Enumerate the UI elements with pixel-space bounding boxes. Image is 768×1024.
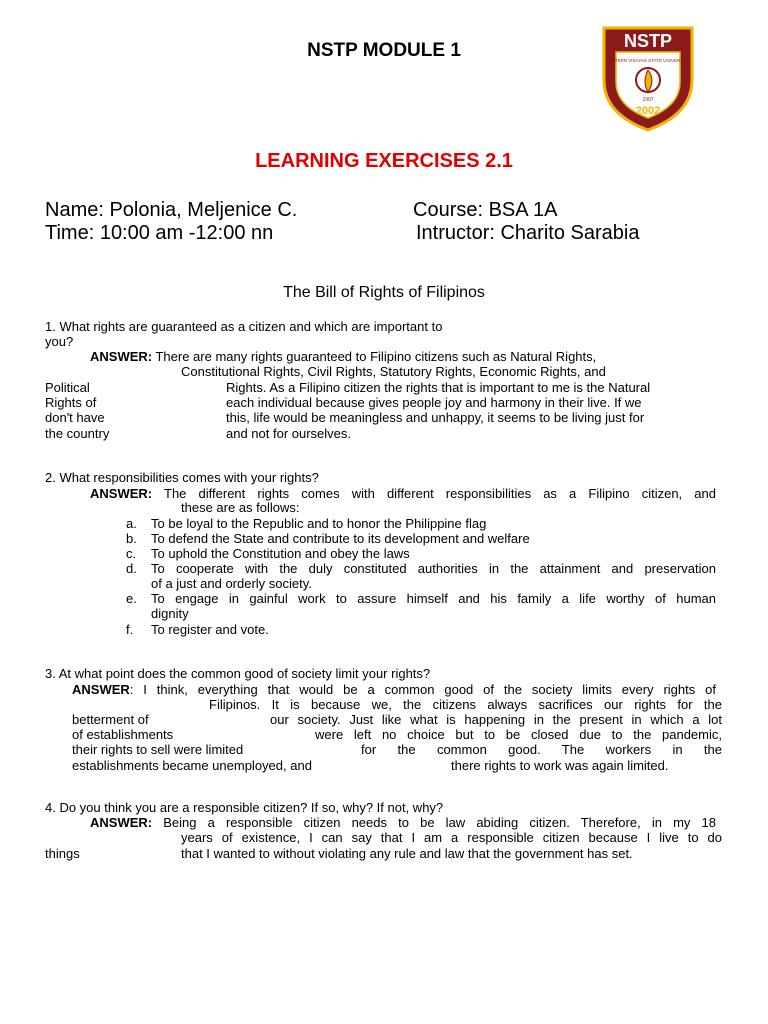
q1-left-text: Political xyxy=(45,380,90,395)
module-title: NSTP MODULE 1 xyxy=(307,40,461,61)
q2-question: 2. What responsibilities comes with your rights? xyxy=(45,470,319,485)
q3-left-text: establishments became unemployed, and xyxy=(72,758,312,773)
logo-founded: 1907 xyxy=(642,97,654,103)
list-marker: d. xyxy=(126,561,137,576)
list-item: To register and vote. xyxy=(151,622,269,637)
instructor: Intructor: Charito Sarabia xyxy=(416,222,640,244)
q3-left-text: of establishments xyxy=(72,727,174,742)
nstp-logo xyxy=(598,22,698,134)
student-name: Name: Polonia, Meljenice C. xyxy=(45,199,298,221)
q3-left-text: betterment of xyxy=(72,712,149,727)
list-item-cont: of a just and orderly society. xyxy=(151,576,312,591)
list-marker: b. xyxy=(126,531,137,546)
q3-right-text: were left no choice but to be closed due to the pandemic, xyxy=(315,727,722,742)
q3-right-text: there rights to work was again limited. xyxy=(451,758,669,773)
list-marker: a. xyxy=(126,516,137,531)
q4-question: 4. Do you think you are a responsible citizen? If so, why? If not, why? xyxy=(45,800,444,815)
answer-label: ANSWER: xyxy=(90,486,153,501)
list-item-cont: dignity xyxy=(151,606,189,621)
q1-right-text: Rights. As a Filipino citizen the rights that is important to me is the Natural xyxy=(226,380,651,395)
q1-question: 1. What rights are guaranteed as a citizen and which are important to xyxy=(45,319,443,334)
q3-right-text: our society. Just like what is happening in the present in which a lot xyxy=(270,712,722,727)
list-marker: f. xyxy=(126,622,134,637)
logo-top-text: NSTP xyxy=(623,31,673,51)
list-marker: e. xyxy=(126,591,137,606)
logo-year: 2002 xyxy=(635,105,661,117)
q4-right-text: that I wanted to without violating any rule and law that the government has set. xyxy=(181,846,633,861)
q3-answer-line: Filipinos. It is because we, the citizens always sacrifices our rights for the xyxy=(209,697,722,712)
q3-right-text: for the common good. The workers in the xyxy=(361,742,722,757)
q3-left-text: their rights to sell were limited xyxy=(72,742,244,757)
q1-question-cont: you? xyxy=(45,334,74,349)
q1-right-text: this, life would be meaningless and unhappy, it seems to be living just for xyxy=(226,410,645,425)
answer-label: ANSWER: xyxy=(90,349,153,364)
q4-answer-text: Being a responsible citizen needs to be law abiding citizen. Therefore, in my 18 xyxy=(152,815,716,830)
q1-left-text: Rights of xyxy=(45,395,97,410)
list-item: To cooperate with the duly constituted authorities in the attainment and preservation xyxy=(151,561,716,576)
q4-left-text: things xyxy=(45,846,80,861)
q1-answer-line: Constitutional Rights, Civil Rights, Statutory Rights, Economic Rights, and xyxy=(181,364,606,379)
q4-answer xyxy=(90,815,716,830)
q2-answer-text: The different rights comes with different responsibilities as a Filipino citizen, and xyxy=(152,486,716,501)
q1-right-text: and not for ourselves. xyxy=(226,426,352,441)
answer-label: ANSWER xyxy=(72,682,130,697)
course: Course: BSA 1A xyxy=(413,199,558,221)
q2-answer xyxy=(90,486,716,501)
list-item: To defend the State and contribute to its development and welfare xyxy=(151,531,530,546)
exercise-title: LEARNING EXERCISES 2.1 xyxy=(255,150,513,172)
q1-answer-text: There are many rights guaranteed to Filipino citizens such as Natural Rights, xyxy=(152,349,597,364)
q3-answer-text: : I think, everything that would be a common good of the society limits every rights of xyxy=(129,682,716,697)
time: Time: 10:00 am -12:00 nn xyxy=(45,222,274,244)
q4-answer-line: years of existence, I can say that I am a responsible citizen because I live to do xyxy=(181,830,722,845)
q2-answer-line: these are as follows: xyxy=(181,500,300,515)
list-item: To engage in gainful work to assure himself and his family a life worthy of human xyxy=(151,591,716,606)
list-marker: c. xyxy=(126,546,137,561)
list-item: To uphold the Constitution and obey the laws xyxy=(151,546,410,561)
q1-right-text: each individual because gives people joy and harmony in their live. If we xyxy=(226,395,642,410)
q1-left-text: the country xyxy=(45,426,110,441)
list-item: To be loyal to the Republic and to honor the Philippine flag xyxy=(151,516,487,531)
logo-ring-text: EASTERN VISAYAS STATE UNIVERSITY xyxy=(605,58,691,63)
q1-answer xyxy=(90,349,596,364)
document-title: The Bill of Rights of Filipinos xyxy=(283,284,485,301)
q3-answer xyxy=(72,682,716,697)
q1-left-text: don't have xyxy=(45,410,105,425)
q3-question: 3. At what point does the common good of society limit your rights? xyxy=(45,666,431,681)
answer-label: ANSWER: xyxy=(90,815,153,830)
